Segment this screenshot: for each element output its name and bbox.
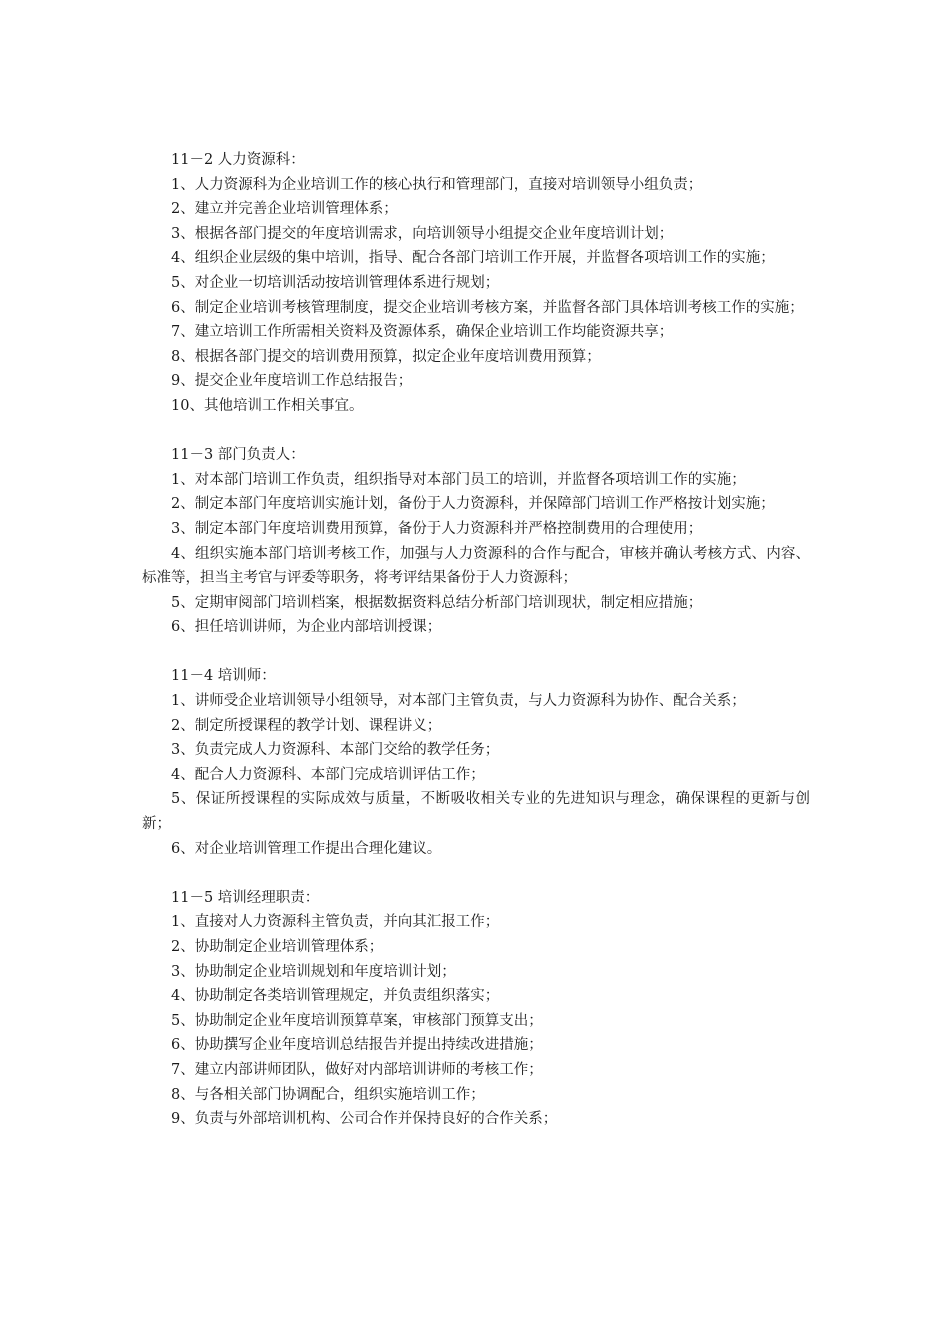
list-item: 9、提交企业年度培训工作总结报告； <box>171 373 413 390</box>
list-item: 5、保证所授课程的实际成效与质量，不断吸收相关专业的先进知识与理念，确保课程的更新与创新； <box>142 791 810 833</box>
list-item: 4、组织企业层级的集中培训，指导、配合各部门培训工作开展，并监督各项培训工作的实施； <box>171 250 775 267</box>
list-item: 7、建立内部讲师团队，做好对内部培训讲师的考核工作； <box>171 1061 543 1078</box>
list-item: 1、对本部门培训工作负责，组织指导对本部门员工的培训，并监督各项培训工作的实施； <box>171 471 746 488</box>
section-heading: 11－2 人力资源科： <box>171 152 305 168</box>
list-item: 9、负责与外部培训机构、公司合作并保持良好的合作关系； <box>171 1111 558 1128</box>
section-heading: 11－4 培训师： <box>171 668 276 685</box>
list-item: 2、建立并完善企业培训管理体系； <box>171 201 398 218</box>
list-item: 2、制定所授课程的教学计划、课程讲义； <box>171 717 442 734</box>
section-trainer <box>142 664 810 861</box>
section-hr-department <box>142 148 810 419</box>
list-item: 8、根据各部门提交的培训费用预算，拟定企业年度培训费用预算； <box>171 348 601 365</box>
list-item: 8、与各相关部门协调配合，组织实施培训工作； <box>171 1086 485 1103</box>
list-item: 4、配合人力资源科、本部门完成培训评估工作； <box>171 766 485 783</box>
list-item: 6、协助撰写企业年度培训总结报告并提出持续改进措施； <box>171 1037 543 1054</box>
list-item: 5、协助制定企业年度培训预算草案，审核部门预算支出； <box>171 1012 543 1029</box>
list-item: 6、担任培训讲师，为企业内部培训授课； <box>171 619 442 636</box>
section-department-head <box>142 443 810 640</box>
list-item: 1、人力资源科为企业培训工作的核心执行和管理部门，直接对培训领导小组负责； <box>171 176 703 193</box>
section-heading: 11－3 部门负责人： <box>171 447 305 464</box>
document-page <box>142 148 810 1132</box>
list-item: 6、制定企业培训考核管理制度，提交企业培训考核方案，并监督各部门具体培训考核工作的实施； <box>171 299 804 316</box>
list-item: 5、定期审阅部门培训档案，根据数据资料总结分析部门培训现状，制定相应措施； <box>171 594 703 611</box>
list-item: 1、讲师受企业培训领导小组领导，对本部门主管负责，与人力资源科为协作、配合关系； <box>171 693 746 710</box>
list-item: 4、协助制定各类培训管理规定，并负责组织落实； <box>171 988 500 1005</box>
list-item: 7、建立培训工作所需相关资料及资源体系，确保企业培训工作均能资源共享； <box>171 324 674 341</box>
section-training-manager <box>142 886 810 1132</box>
list-item: 4、组织实施本部门培训考核工作，加强与人力资源科的合作与配合，审核并确认考核方式、内容、标准等，担当主考官与评委等职务，将考评结果备份于人力资源科； <box>142 545 810 587</box>
list-item: 5、对企业一切培训活动按培训管理体系进行规划； <box>171 274 500 291</box>
list-item: 3、负责完成人力资源科、本部门交给的教学任务； <box>171 742 500 759</box>
list-item: 3、根据各部门提交的年度培训需求，向培训领导小组提交企业年度培训计划； <box>171 225 674 242</box>
list-item: 10、其他培训工作相关事宜。 <box>171 397 364 414</box>
list-item: 2、协助制定企业培训管理体系； <box>171 939 384 955</box>
list-item: 2、制定本部门年度培训实施计划，备份于人力资源科，并保障部门培训工作严格按计划实施； <box>171 496 775 513</box>
list-item: 3、协助制定企业培训规划和年度培训计划； <box>171 963 456 980</box>
list-item: 1、直接对人力资源科主管负责，并向其汇报工作； <box>171 914 500 931</box>
list-item: 3、制定本部门年度培训费用预算，备份于人力资源科并严格控制费用的合理使用； <box>171 520 703 537</box>
section-heading: 11－5 培训经理职责： <box>171 889 320 906</box>
list-item: 6、对企业培训管理工作提出合理化建议。 <box>171 840 442 857</box>
